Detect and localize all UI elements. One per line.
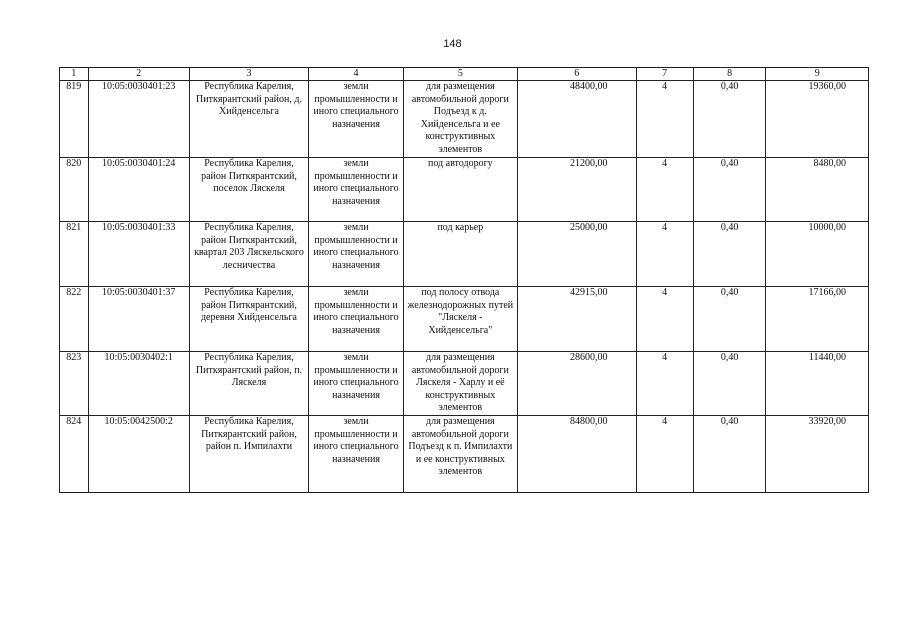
purpose-cell: для размещения автомобильной дороги Подъезд к д. Хийденсельга и ее конструктивных элементов [403, 81, 517, 158]
table-row [60, 352, 869, 416]
column-header: 7 [636, 68, 693, 81]
column-header: 5 [403, 68, 517, 81]
column-7-cell: 4 [636, 352, 693, 416]
row-number: 819 [60, 81, 89, 158]
land-category-cell: земли промышленности и иного специального назначения [309, 81, 404, 158]
column-8-cell: 0,40 [693, 158, 766, 222]
column-8-cell: 0,40 [693, 81, 766, 158]
column-9-cell: 8480,00 [766, 158, 869, 222]
column-9-cell: 19360,00 [766, 81, 869, 158]
table-header-row [60, 68, 869, 81]
column-9-cell: 17166,00 [766, 287, 869, 352]
row-number: 822 [60, 287, 89, 352]
column-9-cell: 10000,00 [766, 222, 869, 287]
column-header: 1 [60, 68, 89, 81]
cadastral-number: 10:05:0030402:1 [88, 352, 189, 416]
page-number: 148 [443, 38, 462, 50]
column-9-cell: 33920,00 [766, 416, 869, 493]
column-header: 4 [309, 68, 404, 81]
column-8-cell: 0,40 [693, 222, 766, 287]
purpose-cell: для размещения автомобильной дороги Подъезд к п. Импилахти и ее конструктивных элементов [403, 416, 517, 493]
column-header: 9 [766, 68, 869, 81]
area-cell: 42915,00 [517, 287, 636, 352]
column-7-cell: 4 [636, 222, 693, 287]
address-cell: Республика Карелия, район Питкярантский, поселок Ляскеля [189, 158, 308, 222]
cadastral-number: 10:05:0030401:23 [88, 81, 189, 158]
land-plots-table [59, 67, 869, 493]
cadastral-number: 10:05:0042500:2 [88, 416, 189, 493]
row-number: 824 [60, 416, 89, 493]
area-cell: 48400,00 [517, 81, 636, 158]
table-row [60, 222, 869, 287]
column-8-cell: 0,40 [693, 416, 766, 493]
purpose-cell: для размещения автомобильной дороги Ляскеля - Харлу и её конструктивных элементов [403, 352, 517, 416]
column-header: 2 [88, 68, 189, 81]
column-8-cell: 0,40 [693, 352, 766, 416]
column-header: 8 [693, 68, 766, 81]
column-9-cell: 11440,00 [766, 352, 869, 416]
column-7-cell: 4 [636, 158, 693, 222]
area-cell: 28600,00 [517, 352, 636, 416]
cadastral-number: 10:05:0030401:33 [88, 222, 189, 287]
cadastral-number: 10:05:0030401:24 [88, 158, 189, 222]
area-cell: 25000,00 [517, 222, 636, 287]
cadastral-number: 10:05:0030401:37 [88, 287, 189, 352]
table-row [60, 81, 869, 158]
row-number: 823 [60, 352, 89, 416]
land-category-cell: земли промышленности и иного специального назначения [309, 352, 404, 416]
column-header: 6 [517, 68, 636, 81]
land-category-cell: земли промышленности и иного специального назначения [309, 416, 404, 493]
row-number: 820 [60, 158, 89, 222]
row-number: 821 [60, 222, 89, 287]
address-cell: Республика Карелия, район Питкярантский, деревня Хийденсельга [189, 287, 308, 352]
land-category-cell: земли промышленности и иного специального назначения [309, 222, 404, 287]
address-cell: Республика Карелия, Питкярантский район, район п. Импилахти [189, 416, 308, 493]
address-cell: Республика Карелия, Питкярантский район, п. Ляскеля [189, 352, 308, 416]
land-category-cell: земли промышленности и иного специального назначения [309, 158, 404, 222]
column-7-cell: 4 [636, 287, 693, 352]
purpose-cell: под полосу отвода железнодорожных путей "Ляскеля - Хийденсельга" [403, 287, 517, 352]
address-cell: Республика Карелия, район Питкярантский, квартал 203 Ляскельского лесничества [189, 222, 308, 287]
table-row [60, 158, 869, 222]
area-cell: 84800,00 [517, 416, 636, 493]
column-8-cell: 0,40 [693, 287, 766, 352]
table-row [60, 287, 869, 352]
column-7-cell: 4 [636, 81, 693, 158]
table-row [60, 416, 869, 493]
address-cell: Республика Карелия, Питкярантский район, д. Хийденсельга [189, 81, 308, 158]
column-7-cell: 4 [636, 416, 693, 493]
column-header: 3 [189, 68, 308, 81]
area-cell: 21200,00 [517, 158, 636, 222]
purpose-cell: под автодорогу [403, 158, 517, 222]
land-category-cell: земли промышленности и иного специального назначения [309, 287, 404, 352]
purpose-cell: под карьер [403, 222, 517, 287]
